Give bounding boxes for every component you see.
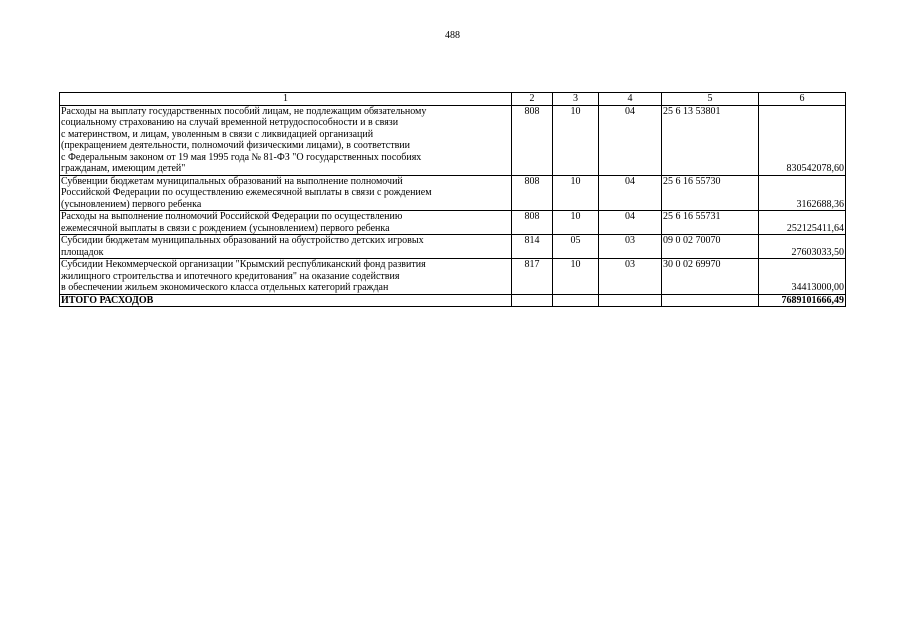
row-name-line: Субсидии Некоммерческой организации "Крымский республиканский фонд развития: [61, 259, 426, 270]
row-name-line: площадок: [61, 246, 104, 258]
row-name-line: с материнством, и лицам, уволенным в связи с ликвидацией организаций: [61, 128, 374, 140]
total-empty-cell: [512, 294, 553, 307]
row-section-code: 10: [553, 175, 599, 211]
row-name-line: (прекращением деятельности, полномочий физическими лицами), в соответствии: [61, 140, 410, 151]
row-name-line: социальному страхованию на случай временной нетрудоспособности и в связи: [61, 117, 399, 128]
row-name: [60, 259, 512, 295]
row-ministry-code: 808: [512, 211, 553, 235]
row-ministry-code: 814: [512, 235, 553, 259]
row-name-line: Расходы на выплату государственных пособий лицам, не подлежащим обязательному: [61, 105, 427, 117]
row-ministry-code: 808: [512, 175, 553, 211]
row-target-code: 09 0 02 70070: [662, 235, 759, 259]
row-name-line: ежемесячной выплаты в связи с рождением (усыновлением) первого ребенка: [61, 222, 390, 234]
row-name-line: гражданам, имеющим детей": [61, 163, 186, 174]
row-name: [60, 175, 512, 211]
table-row: [60, 259, 846, 295]
row-subsection-code: 03: [599, 235, 662, 259]
header-col-4: 4: [599, 93, 662, 106]
row-target-code: 30 0 02 69970: [662, 259, 759, 295]
total-empty-cell: [553, 294, 599, 307]
table-row: [60, 105, 846, 175]
table-row: [60, 211, 846, 235]
row-name-line: жилищного строительства и ипотечного кредитования" на оказание содействия: [61, 270, 400, 282]
header-col-2: 2: [512, 93, 553, 106]
table-header-row: [60, 93, 846, 106]
row-name-line: с Федеральным законом от 19 мая 1995 года № 81-ФЗ "О государственных пособиях: [61, 151, 422, 163]
total-amount: 7689101666,49: [759, 294, 846, 307]
row-target-code: 25 6 16 55731: [662, 211, 759, 235]
page-number: 488: [445, 30, 460, 41]
row-name-line: (усыновлением) первого ребенка: [61, 198, 202, 210]
row-target-code: 25 6 13 53801: [662, 105, 759, 175]
row-subsection-code: 04: [599, 211, 662, 235]
row-name-line: Субвенции бюджетам муниципальных образований на выполнение полномочий: [61, 175, 403, 187]
row-subsection-code: 04: [599, 175, 662, 211]
table-row: [60, 235, 846, 259]
header-col-5: 5: [662, 93, 759, 106]
budget-table: [59, 92, 846, 307]
row-ministry-code: 817: [512, 259, 553, 295]
row-amount: 830542078,60: [759, 105, 846, 175]
total-empty-cell: [599, 294, 662, 307]
row-section-code: 10: [553, 105, 599, 175]
total-label: ИТОГО РАСХОДОВ: [60, 294, 512, 307]
row-name: [60, 211, 512, 235]
header-col-6: 6: [759, 93, 846, 106]
row-section-code: 10: [553, 259, 599, 295]
row-amount: 252125411,64: [759, 211, 846, 235]
row-amount: 27603033,50: [759, 235, 846, 259]
row-section-code: 05: [553, 235, 599, 259]
row-subsection-code: 03: [599, 259, 662, 295]
row-name-line: в обеспечении жильем экономического класса отдельных категорий граждан: [61, 282, 389, 293]
row-name: [60, 235, 512, 259]
row-subsection-code: 04: [599, 105, 662, 175]
header-col-3: 3: [553, 93, 599, 106]
row-section-code: 10: [553, 211, 599, 235]
header-col-1: 1: [60, 93, 512, 106]
row-name-line: Российской Федерации по осуществлению ежемесячной выплаты в связи с рождением: [61, 187, 432, 198]
row-amount: 34413000,00: [759, 259, 846, 295]
total-row: [60, 294, 846, 307]
total-empty-cell: [662, 294, 759, 307]
row-target-code: 25 6 16 55730: [662, 175, 759, 211]
row-amount: 3162688,36: [759, 175, 846, 211]
table-row: [60, 175, 846, 211]
row-name-line: Субсидии бюджетам муниципальных образований на обустройство детских игровых: [61, 235, 424, 246]
row-name: [60, 105, 512, 175]
row-name-line: Расходы на выполнение полномочий Российской Федерации по осуществлению: [61, 211, 403, 222]
row-ministry-code: 808: [512, 105, 553, 175]
